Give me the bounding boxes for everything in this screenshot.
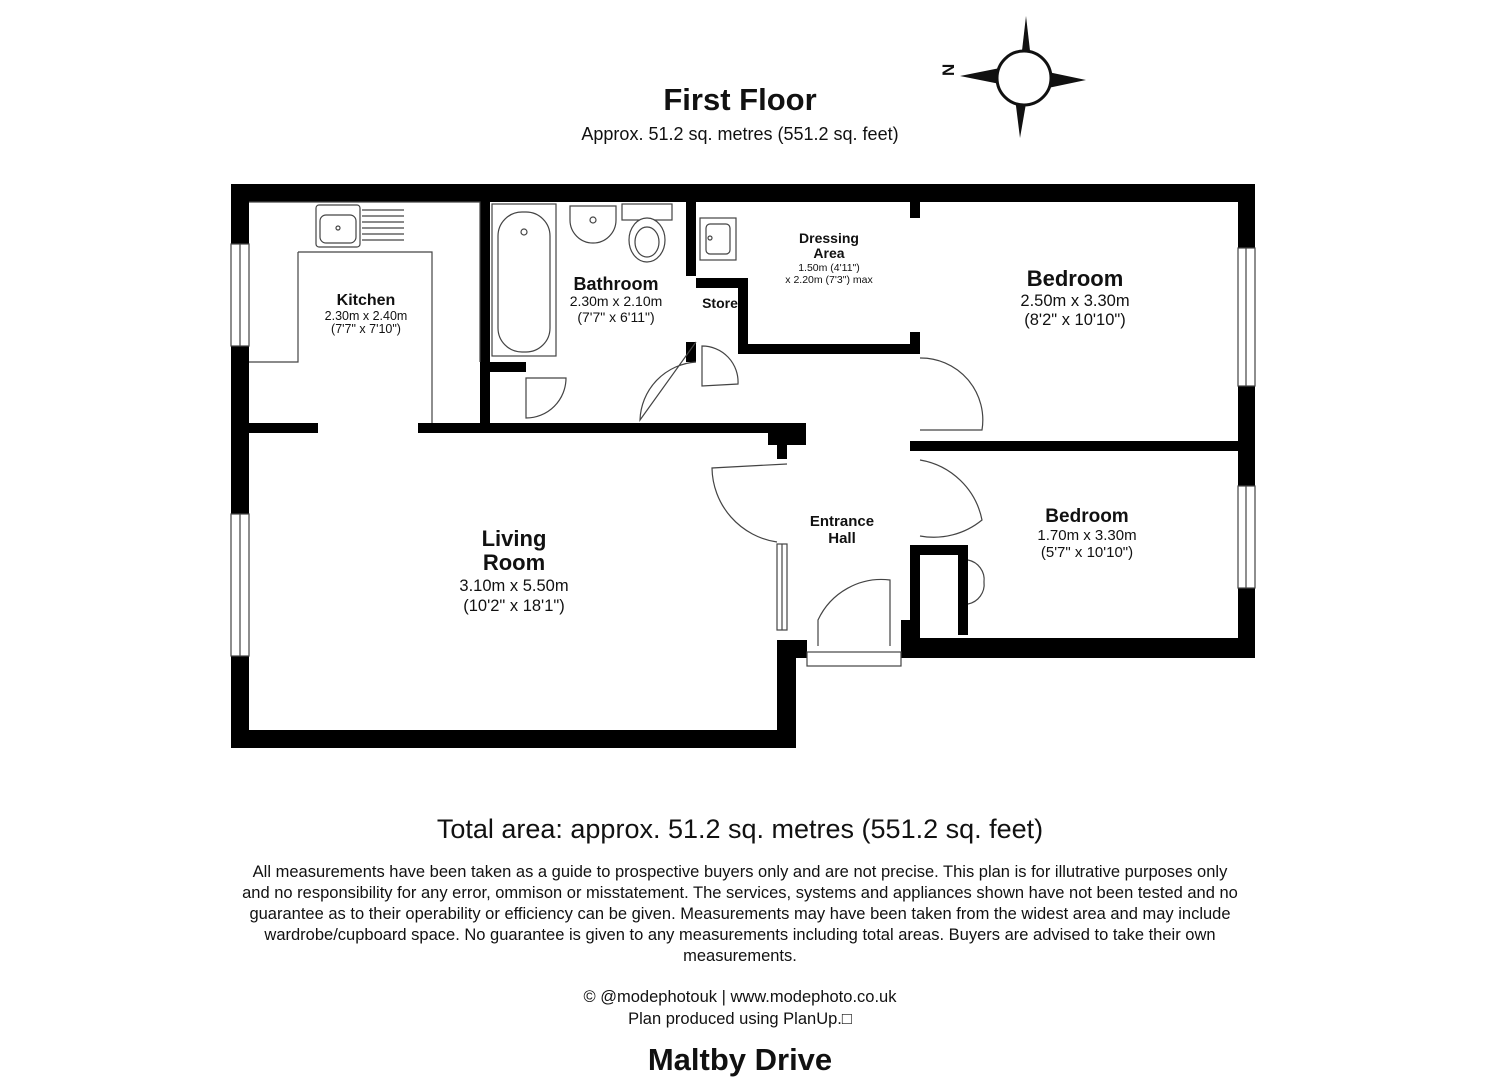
store-name: Store	[702, 295, 738, 311]
bedroom2-name: Bedroom	[1045, 506, 1129, 527]
bedroom2-metric: 1.70m x 3.30m	[1037, 527, 1137, 544]
living-imperial: (10'2" x 18'1")	[463, 597, 565, 615]
bedroom1-imperial: (8'2" x 10'10")	[1024, 311, 1126, 329]
hall-name-1: Entrance	[809, 513, 875, 530]
compass-north-label: N	[939, 63, 958, 76]
living-metric: 3.10m x 5.50m	[459, 577, 569, 595]
bathroom-metric: 2.30m x 2.10m	[569, 293, 663, 309]
bathroom-name: Bathroom	[573, 274, 659, 294]
drainer	[362, 210, 404, 240]
hall-name-2: Hall	[828, 530, 856, 547]
kitchen-metric: 2.30m x 2.40m	[324, 309, 408, 323]
bedroom1-metric: 2.50m x 3.30m	[1020, 292, 1130, 310]
bedroom2-imperial: (5'7" x 10'10")	[1040, 544, 1134, 561]
bedroom1-name: Bedroom	[1026, 266, 1124, 291]
kitchen-name: Kitchen	[336, 292, 396, 309]
kitchen-imperial: (7'7" x 7'10")	[331, 322, 401, 336]
produced-by: Plan produced using PlanUp.□	[628, 1010, 852, 1028]
copyright: © @modephotouk | www.modephoto.co.uk	[583, 988, 897, 1006]
fixtures	[249, 202, 736, 423]
floor-title: First Floor	[663, 82, 817, 117]
disclaimer: All measurements have been taken as a guide to prospective buyers only and are not precise. This plan is for illutrative purposes only and no responsibility for any error, ommison or misstatement. The services, systems and appliances shown have not been tested and no guarantee as to their operability or efficiency can be given. Measurements may have been taken from the widest area and may include wardrobe/cupboard space. No guarantee is given to any measurements including total areas. Buyers are advised to take their own measurements.	[242, 863, 1238, 965]
dressing-metric: 1.50m (4'11")	[798, 262, 860, 274]
total-area: Total area: approx. 51.2 sq. metres (551.2 sq. feet)	[436, 814, 1044, 844]
dressing-name-1: Dressing	[799, 230, 859, 246]
living-name-2: Room	[482, 550, 546, 575]
living-name-1: Living	[481, 526, 547, 551]
floor-area: Approx. 51.2 sq. metres (551.2 sq. feet)	[581, 124, 899, 144]
property-address: Maltby Drive	[647, 1042, 833, 1077]
bathroom-imperial: (7'7" x 6'11")	[577, 309, 655, 325]
dressing-imperial: x 2.20m (7'3") max	[785, 274, 873, 286]
dressing-name-2: Area	[813, 245, 845, 261]
